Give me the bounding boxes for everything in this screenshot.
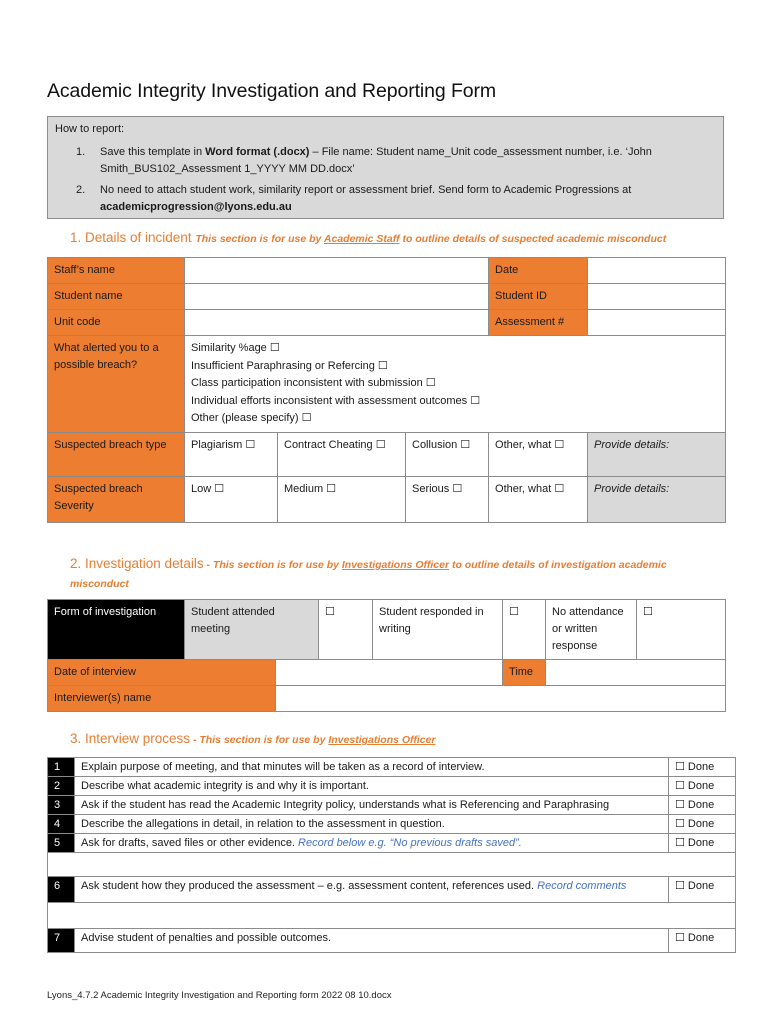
step-done-checkbox[interactable]: ☐ Done [669,877,736,903]
section1-heading: 1. Details of incident This section is for use by Academic Staff to outline details of suspected academic misconduct [70,230,667,245]
alerted-options [185,336,726,433]
section3-heading: 3. Interview process - This section is for use by Investigations Officer [70,731,436,746]
step-number: 6 [48,877,75,903]
step-number: 7 [48,929,75,953]
option-similarity[interactable]: Similarity %age ☐ [191,342,280,354]
date-label: Date [489,258,588,284]
step-text: Advise student of penalties and possible outcomes. [75,929,669,953]
breach-collusion[interactable]: Collusion ☐ [406,432,489,476]
footer-filename: Lyons_4.7.2 Academic Integrity Investigation and Reporting form 2022 08 10.docx [47,990,392,1001]
step-text: Ask student how they produced the assessment – e.g. assessment content, references used. Record comments [75,877,669,903]
date-of-interview-label: Date of interview [48,660,276,686]
option-class-participation[interactable]: Class participation inconsistent with submission ☐ [191,377,436,389]
investigation-details-table [47,599,726,712]
interviewers-label: Interviewer(s) name [48,686,276,712]
email-link[interactable]: academicprogression@lyons.edu.au [100,201,292,213]
step-number: 2 [48,777,75,796]
step-text: Describe what academic integrity is and why it is important. [75,777,669,796]
breach-type-label: Suspected breach type [48,432,185,476]
how-to-report-box: How to report: 1. Save this template in Word format (.docx) – File name: Student name_Unit code_assessment number, i.e. ‘John Smith_BUS102_Assessment 1_YYYY MM DD.docx’ 2. No need to attach student work, similarity report or assessment brief. Send form to Academic Progressions at academicprogression@lyons.edu.au [47,116,724,219]
step-number: 3 [48,796,75,815]
student-name-field[interactable] [185,284,489,310]
step-text: Ask for drafts, saved files or other evidence. Record below e.g. “No previous drafts saved”. [75,834,669,853]
breach-plagiarism[interactable]: Plagiarism ☐ [185,432,278,476]
details-of-incident-table [47,257,726,523]
unit-code-label: Unit code [48,310,185,336]
opt-no-attendance-label: No attendance or written response [546,600,637,660]
section2-heading: 2. Investigation details - This section is for use by Investigations Officer to outline details of investigation academic misconduct [70,556,667,590]
unit-code-field[interactable] [185,310,489,336]
breach-other[interactable]: Other, what ☐ [489,432,588,476]
option-other[interactable]: Other (please specify) ☐ [191,412,312,424]
step-number: 4 [48,815,75,834]
step-done-checkbox[interactable]: ☐ Done [669,834,736,853]
step-done-checkbox[interactable]: ☐ Done [669,777,736,796]
student-id-label: Student ID [489,284,588,310]
date-of-interview-field[interactable] [276,660,503,686]
severity-details[interactable]: Provide details: [588,476,726,522]
assessment-number-label: Assessment # [489,310,588,336]
step-text: Ask if the student has read the Academic Integrity policy, understands what is Referencing and Paraphrasing [75,796,669,815]
option-individual-efforts[interactable]: Individual efforts inconsistent with assessment outcomes ☐ [191,394,481,407]
severity-other[interactable]: Other, what ☐ [489,476,588,522]
option-paraphrasing[interactable]: Insufficient Paraphrasing or Refercing ☐ [191,359,388,372]
staff-name-field[interactable] [185,258,489,284]
record-drafts-field[interactable] [48,853,736,877]
assessment-number-field[interactable] [588,310,726,336]
opt-attended-meeting-checkbox[interactable]: ☐ [319,600,373,660]
breach-contract-cheating[interactable]: Contract Cheating ☐ [278,432,406,476]
interviewers-field[interactable] [276,686,726,712]
severity-serious[interactable]: Serious ☐ [406,476,489,522]
student-name-label: Student name [48,284,185,310]
time-field[interactable] [546,660,726,686]
step-number: 5 [48,834,75,853]
step-text: Describe the allegations in detail, in relation to the assessment in question. [75,815,669,834]
severity-label: Suspected breach Severity [48,476,185,522]
step-done-checkbox[interactable]: ☐ Done [669,929,736,953]
how-to-report-heading: How to report: [55,123,125,135]
step-done-checkbox[interactable]: ☐ Done [669,758,736,777]
alerted-label: What alerted you to a possible breach? [48,336,185,433]
staff-name-label: Staff’s name [48,258,185,284]
step-done-checkbox[interactable]: ☐ Done [669,815,736,834]
interview-process-table [47,757,736,953]
step-done-checkbox[interactable]: ☐ Done [669,796,736,815]
page-title: Academic Integrity Investigation and Reporting Form [47,80,497,102]
student-id-field[interactable] [588,284,726,310]
step-text: Explain purpose of meeting, and that minutes will be taken as a record of interview. [75,758,669,777]
severity-medium[interactable]: Medium ☐ [278,476,406,522]
opt-responded-writing-checkbox[interactable]: ☐ [503,600,546,660]
opt-no-attendance-checkbox[interactable]: ☐ [637,600,726,660]
opt-attended-meeting-label: Student attended meeting [185,600,319,660]
opt-responded-writing-label: Student responded in writing [373,600,503,660]
date-field[interactable] [588,258,726,284]
step-number: 1 [48,758,75,777]
form-of-investigation-label: Form of investigation [48,600,185,660]
time-label: Time [503,660,546,686]
record-comments-field[interactable] [48,903,736,929]
breach-details[interactable]: Provide details: [588,432,726,476]
severity-low[interactable]: Low ☐ [185,476,278,522]
